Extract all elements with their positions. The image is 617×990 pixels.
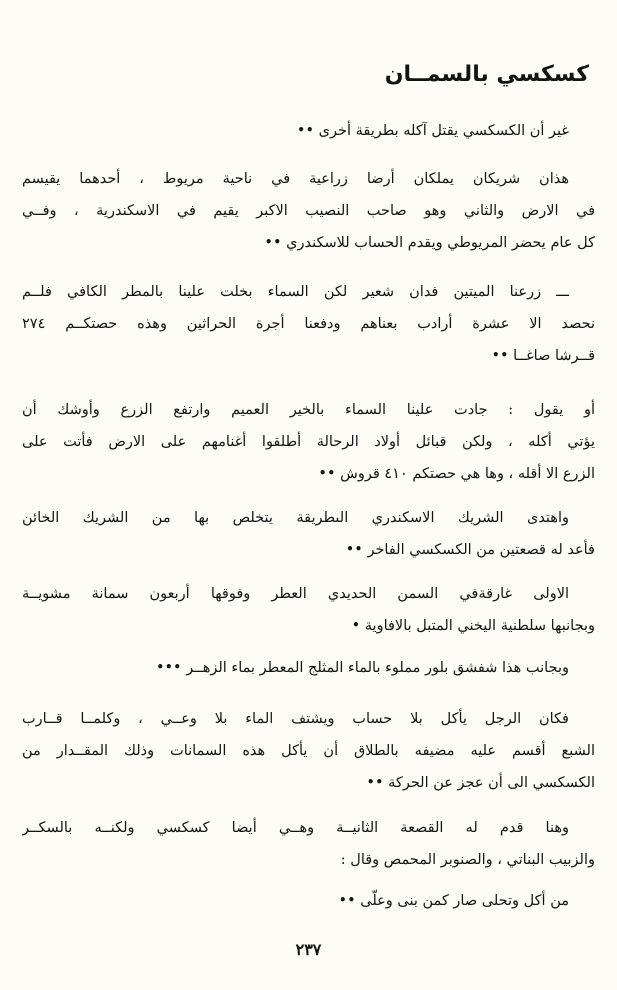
page-number: ٢٣٧ — [295, 940, 322, 959]
paragraph-2 — [22, 163, 595, 259]
text-line: يؤتي أكله ، ولكن قبائل أولاد الرحالة أطلقوا أغنامهم على الارض فأتت على — [22, 434, 595, 450]
text-line: الكسكسي الى أن عجز عن الحركة •• — [366, 775, 595, 791]
text-line: وهنا قدم له القصعة الثانيــة وهــي أيضا كسكسي ولكنــه بالسكــر — [22, 820, 569, 836]
paragraph-6 — [22, 578, 595, 642]
text-line: وبجانب هذا شفشق بلور مملوء بالماء المثلج المعطر بماء الزهــر ••• — [155, 660, 569, 676]
paragraph-5 — [22, 502, 595, 566]
paragraph-9 — [22, 812, 595, 876]
text-line: وبجانبها سلطنية اليخني المتبل بالافاوية • — [351, 618, 595, 634]
text-line: نحصد الا عشرة أرادب بعناهم ودفعنا أجرة الحراثين وهذه حصتكــم ٢٧٤ — [22, 316, 595, 332]
text-line: الزرع الا أقله ، وها هي حصتكم ٤١٠ قروش •• — [318, 466, 595, 482]
text-line: في الارض والثاني وهو صاحب النصيب الاكبر يقيم في الاسكندرية ، وفــي — [22, 203, 595, 219]
text-line: من أكل وتحلى صار كمن بنى وعلّى •• — [338, 893, 569, 909]
text-line: أو يقول : جادت علينا السماء بالخير العميم وارتفع الزرع وأوشك أن — [22, 402, 595, 418]
text-line: الاولى غارقةفي السمن الحديدي العطر وفوقها أربعون سمانة مشويــة — [22, 586, 569, 602]
text-line: قــرشا صاغــا •• — [491, 348, 595, 364]
text-line: غير أن الكسكسي يقتل آكله بطريقة أخرى •• — [296, 123, 569, 139]
paragraph-8 — [22, 703, 595, 799]
text-line: هذان شريكان يملكان أرضا زراعية في ناحية مريوط ، أحدهما يقيسم — [22, 171, 569, 187]
text-line: والزبيب البناتي ، والصنوبر المحمص وقال : — [340, 852, 595, 868]
paragraph-3 — [22, 276, 595, 372]
paragraph-7 — [22, 652, 595, 684]
chapter-heading: كسكسي بالسمــان — [384, 62, 589, 87]
text-line: الشبع أقسم عليه مضيفه بالطلاق أن يأكل هذه السمانات وذلك المقــدار من — [22, 743, 595, 759]
text-line: كل عام يحضر المريوطي ويقدم الحساب للاسكندري •• — [264, 235, 595, 251]
paragraph-1 — [22, 115, 595, 147]
text-line: فكان الرجل يأكل بلا حساب ويشتف الماء بلا وعــي ، وكلمــا قــارب — [22, 711, 569, 727]
paragraph-10 — [22, 885, 595, 917]
paragraph-4 — [22, 394, 595, 490]
text-line: ـــ زرعنا الميتين فدان شعير لكن السماء بخلت علينا بالمطر الكافي فلــم — [22, 284, 569, 300]
text-line: واهتدى الشريك الاسكندري الىطريقة يتخلص بها من الشريك الخائن — [22, 510, 569, 526]
text-line: فأعد له قصعتين من الكسكسي الفاخر •• — [345, 542, 595, 558]
